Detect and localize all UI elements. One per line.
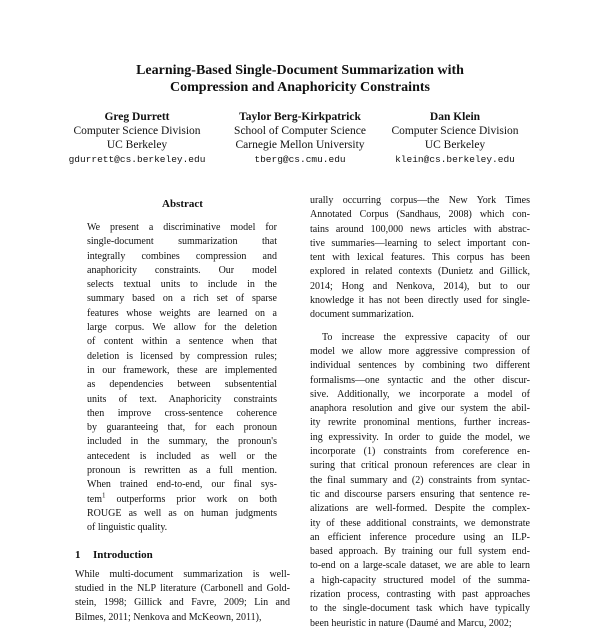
text-line: anaphora resolution and give our system the abil-: [310, 403, 530, 415]
text-line: model we allow more aggressive compression of: [310, 345, 530, 357]
text-line: rization process, contrasting with past approaches: [310, 589, 530, 601]
right-paragraph-1: [310, 194, 530, 323]
section-title: Introduction: [93, 548, 153, 561]
author-name: Greg Durrett: [104, 111, 170, 123]
abstract-heading: Abstract: [162, 198, 203, 210]
text-line: ing expressivity. In order to guide the model, we: [310, 431, 530, 443]
text-fragment: tem: [87, 493, 102, 505]
text-line: stein, 1998; Gillick and Favre, 2009; Lin and: [75, 597, 290, 609]
section-heading-introduction: [75, 548, 290, 562]
text-line: ROUGE as well as on human judgments: [87, 507, 277, 519]
author-dept: School of Computer Science: [234, 125, 366, 137]
author-2: [215, 110, 385, 168]
text-line: tent with lexical features. This corpus has been: [310, 252, 530, 264]
text-line: as dependencies between subsentential: [87, 379, 277, 391]
text-line: been heuristic in nature (Daumé and Marcu, 2002;: [310, 617, 512, 629]
text-line: integrally combines compression and: [87, 250, 277, 262]
text-line: summary based on a rich set of sparse: [87, 293, 277, 305]
text-line: ity of these additional constraints, we demonstrate: [310, 517, 530, 529]
author-name: Taylor Berg-Kirkpatrick: [239, 111, 361, 123]
author-name: Dan Klein: [429, 111, 481, 123]
text-line: tive summaries—learning to select important con-: [310, 237, 530, 249]
text-line: To increase the expressive capacity of our: [322, 331, 530, 343]
text-line: units of text. Anaphoricity constraints: [87, 393, 277, 405]
text-line: tic and discourse parsers ensuring that sentence re-: [310, 488, 530, 500]
text-line: then improve cross-sentence coherence: [87, 407, 277, 419]
introduction-body: [75, 568, 290, 625]
section-number: 1: [75, 548, 81, 561]
text-line: an efficient inference procedure using an ILP-: [310, 531, 530, 543]
author-email: klein@cs.berkeley.edu: [395, 154, 515, 165]
text-line: individual sentences by combining two different: [310, 360, 530, 372]
author-email: gdurrett@cs.berkeley.edu: [68, 154, 206, 165]
author-1: [52, 110, 222, 168]
text-line: ity rewrite pronominal mentions, further increas-: [310, 417, 530, 429]
abstract-body: [87, 221, 277, 536]
text-line: tains around 100,000 news articles with abstrac-: [310, 223, 530, 235]
text-line: alizations are well-formed. Despite the complex-: [310, 503, 530, 515]
text-line: of linguistic quality.: [87, 522, 168, 534]
author-email: tberg@cs.cmu.edu: [254, 154, 346, 165]
text-line: 2014; Hong and Nenkova, 2014), but to our: [310, 280, 530, 292]
text-line: Annotated Corpus (Sandhaus, 2008) which con-: [310, 209, 530, 221]
right-column: [310, 194, 530, 631]
author-inst: UC Berkeley: [106, 139, 168, 151]
text-line: document summarization.: [310, 309, 414, 321]
author-3: [370, 110, 540, 168]
text-line: Bilmes, 2011; Nenkova and McKeown, 2011),: [75, 611, 262, 623]
text-line: to the single-document task which have typically: [310, 603, 530, 615]
text-line: to-end on a large-scale dataset, we are able to learn: [310, 560, 530, 572]
text-line: incorporate (1) constraints from coreference en-: [310, 446, 530, 458]
text-line: explored in related contexts (Dunietz and Gillick,: [310, 266, 530, 278]
author-inst: UC Berkeley: [424, 139, 486, 151]
text-line: selects textual units to include in the: [87, 279, 277, 291]
text-line: features whose weights are learned on a: [87, 307, 277, 319]
text-line: based approach. By training our full system end-: [310, 546, 530, 558]
author-dept: Computer Science Division: [73, 125, 201, 137]
right-paragraph-2: [310, 331, 530, 631]
text-line: antecedent is included as well or the: [87, 450, 277, 462]
text-line: suring that critical pronoun references are clear in: [310, 460, 530, 472]
text-line: by guaranteeing that, for each pronoun: [87, 422, 277, 434]
text-line: included in the summary, the pronoun's: [87, 436, 277, 448]
author-inst: Carnegie Mellon University: [235, 139, 365, 151]
text-line: [87, 493, 277, 507]
text-fragment: outperforms prior work on both: [105, 493, 277, 505]
text-line: When trained end-to-end, our final sys-: [87, 479, 277, 491]
text-line: a high-capacity structured model of the summa-: [310, 574, 530, 586]
title-line-2: Compression and Anaphoricity Constraints: [170, 80, 430, 95]
text-line: of content within a sentence when that: [87, 336, 277, 348]
author-block: [0, 110, 600, 170]
footnote-marker[interactable]: 1: [102, 491, 106, 500]
paper-title: [0, 62, 600, 96]
text-line: the final summary and (2) constraints from syntac-: [310, 474, 530, 486]
text-line: in our framework, these are implemented: [87, 364, 277, 376]
text-line: knowledge it has not been directly used for single-: [310, 295, 530, 307]
title-line-1: Learning-Based Single-Document Summarization with: [136, 63, 464, 78]
text-line: anaphoricity constraints. Our model: [87, 264, 277, 276]
text-line: single-document summarization that: [87, 236, 277, 248]
text-line: studied in the NLP literature (Carbonell and Gold-: [75, 583, 290, 595]
text-line: While multi-document summarization is well-: [75, 568, 290, 580]
text-line: We present a discriminative model for: [87, 222, 277, 233]
text-line: pronoun is rewritten as a full mention.: [87, 465, 277, 477]
text-line: sive. Additionally, we incorporate a model of: [310, 388, 530, 400]
left-column: [75, 197, 290, 625]
text-line: large corpus. We allow for the deletion: [87, 322, 277, 334]
text-line: deletion is licensed by compression rules;: [87, 350, 277, 362]
text-line: urally occurring corpus—the New York Times: [310, 195, 530, 206]
author-dept: Computer Science Division: [391, 125, 519, 137]
text-line: formalisms—one syntactic and the other discur-: [310, 374, 530, 386]
